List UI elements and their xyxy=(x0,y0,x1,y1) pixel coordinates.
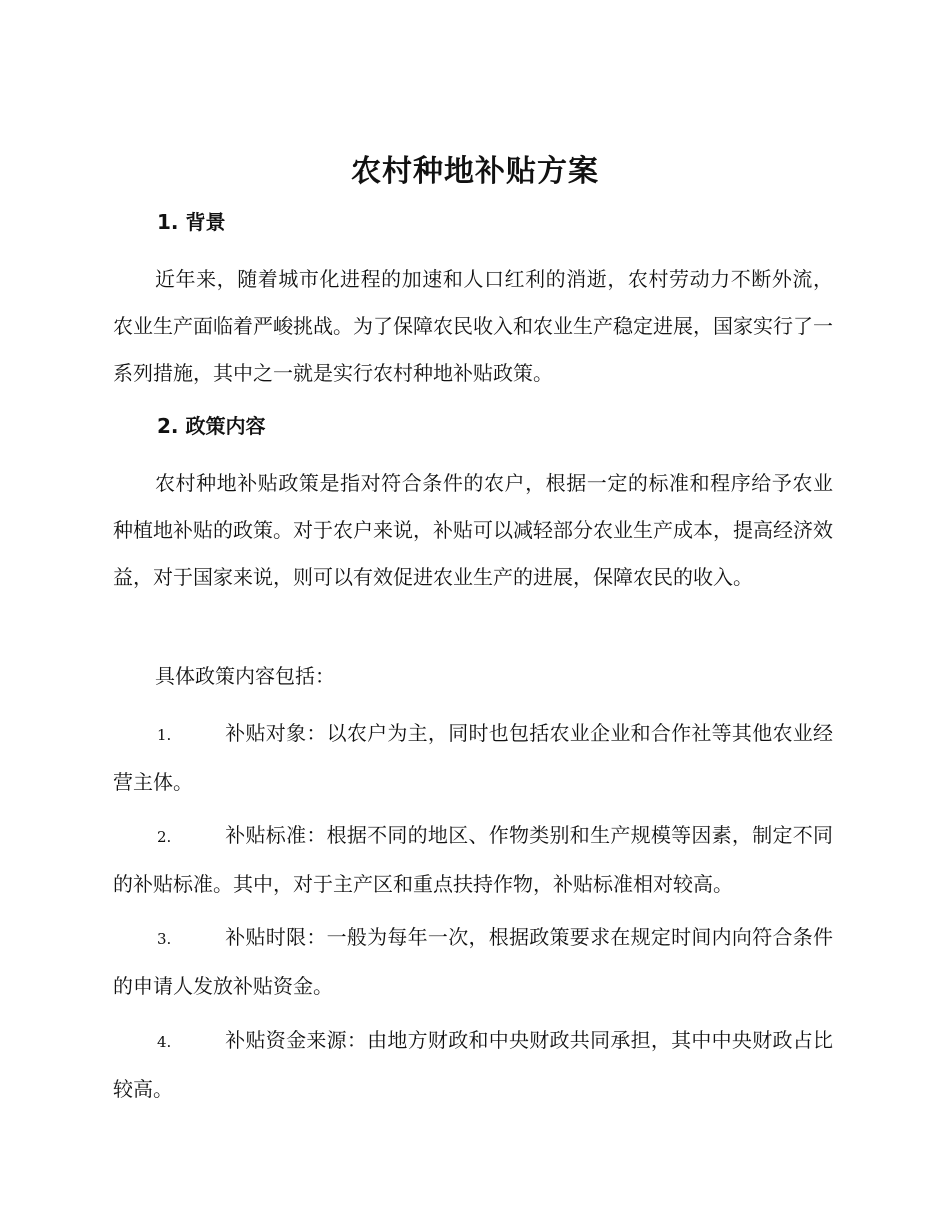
list-item-text: 补贴时限：一般为每年一次，根据政策要求在规定时间内向符合条件的申请人发放补贴资金。 xyxy=(113,925,833,998)
list-item-text: 补贴对象：以农户为主，同时也包括农业企业和合作社等其他农业经营主体。 xyxy=(113,721,833,794)
list-item xyxy=(113,710,833,806)
section-heading-policy-content: 2. 政策内容 xyxy=(157,414,266,438)
paragraph-background: 近年来，随着城市化进程的加速和人口红利的消逝，农村劳动力不断外流，农业生产面临着严峻挑战。为了保障农民收入和农业生产稳定进展，国家实行了一系列措施，其中之一就是实行农村种地补贴政策。 xyxy=(113,267,833,385)
list-item xyxy=(113,1017,833,1113)
list-item xyxy=(113,914,833,1010)
list-item-number: 1. xyxy=(157,726,172,744)
paragraph-policy-intro: 具体政策内容包括： xyxy=(155,664,335,688)
list-item-number: 4. xyxy=(157,1033,172,1051)
list-item-text: 补贴资金来源：由地方财政和中央财政共同承担，其中中央财政占比较高。 xyxy=(113,1028,833,1101)
list-item-text: 补贴标准：根据不同的地区、作物类别和生产规模等因素，制定不同的补贴标准。其中，对于主产区和重点扶持作物，补贴标准相对较高。 xyxy=(113,823,833,896)
paragraph-policy-definition: 农村种地补贴政策是指对符合条件的农户，根据一定的标准和程序给予农业种植地补贴的政策。对于农户来说，补贴可以减轻部分农业生产成本，提高经济效益，对于国家来说，则可以有效促进农业生产的进展，保障农民的收入。 xyxy=(113,471,833,589)
list-item-number: 3. xyxy=(157,930,172,948)
document-title: 农村种地补贴方案 xyxy=(351,154,599,189)
list-item xyxy=(113,812,833,908)
list-item-number: 2. xyxy=(157,828,172,846)
section-heading-background: 1. 背景 xyxy=(157,210,226,234)
